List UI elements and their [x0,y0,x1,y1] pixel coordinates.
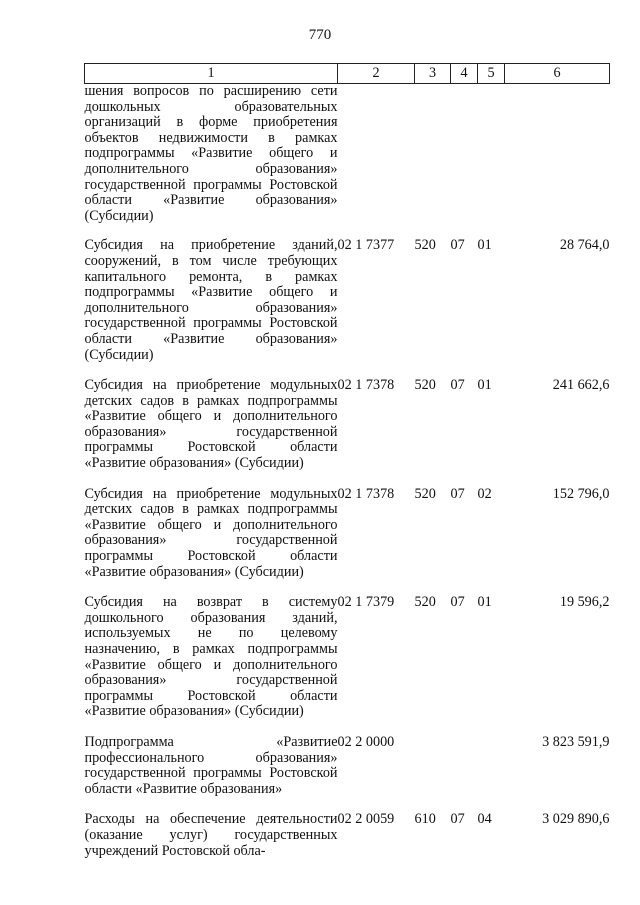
row-target-code: 02 2 0059 [337,811,395,828]
row-expense-type: 520 [414,237,436,254]
page-number: 770 [308,27,332,43]
row-target-code: 02 1 7379 [337,594,395,611]
header-col-5: 5 [478,64,505,84]
row-section [451,735,478,812]
row-subsection: 01 [477,237,492,254]
row-amount: 3 029 890,6 [542,811,610,828]
row-subsection: 02 [477,485,492,502]
row-section: 07 [450,811,465,828]
table-body [85,84,610,875]
row-expense-type: 520 [414,594,436,611]
header-col-4: 4 [451,64,478,84]
row-expense-type: 520 [414,485,436,502]
row-description: Подпрограмма «Развитие профессионального образования» государственной программы Ростовской области «Развитие образования» [84,733,338,797]
row-section: 07 [450,485,465,502]
row-description: Субсидия на возврат в систему дошкольного образования зданий, используемых не по целевому назначению, в рамках подпрограммы «Развитие общего и дополнительного образования» государственной программы Ростовской области «Развитие образования» (Субсидии) [84,594,338,720]
row-target-code [338,84,415,239]
row-subsection: 01 [477,594,492,611]
row-section: 07 [450,237,465,254]
row-amount: 19 596,2 [559,594,610,611]
budget-table [84,63,610,874]
row-description: Субсидия на приобретение модульных детских садов в рамках подпрограммы «Развитие общего и дополнительного образования» государственной программы Ростовской области «Развитие образования» (Субсидии) [84,485,338,580]
row-target-code: 02 1 7378 [337,485,395,502]
table-row [85,238,610,378]
table-row [85,595,610,735]
row-section: 07 [450,594,465,611]
row-section: 07 [450,377,465,394]
header-col-6: 6 [505,64,610,84]
row-description: шения вопросов по расширению сети дошкольных образовательных организаций в форме приобретения объектов недвижимости в рамках подпрограммы «Развитие общего и дополнительного образования» государственной программы Ростовской области «Развитие образования» (Субсидии) [84,83,338,224]
row-amount: 3 823 591,9 [542,733,610,750]
header-row [85,64,610,84]
row-expense-type [415,735,451,812]
row-expense-type: 520 [414,377,436,394]
header-col-3: 3 [415,64,451,84]
header-col-1: 1 [85,64,338,84]
row-description: Субсидия на приобретение зданий, сооружений, в том числе требующих капитального ремонта, в рамках подпрограммы «Развитие общего и дополнительного образования» государственной программы Ростовской области «Развитие образования» (Субсидии) [84,237,338,363]
row-section [451,84,478,239]
row-subsection: 04 [477,811,492,828]
row-target-code: 02 2 0000 [337,733,395,750]
row-subsection: 01 [477,377,492,394]
table-row [85,812,610,874]
row-subsection [478,84,505,239]
row-expense-type [415,84,451,239]
row-amount: 241 662,6 [552,377,610,394]
row-description: Расходы на обеспечение деятельности (оказание услуг) государственных учреждений Ростовской обла- [84,811,338,859]
table-row [85,487,610,596]
table-header [85,64,610,84]
row-amount: 152 796,0 [552,485,610,502]
row-amount [505,84,610,239]
table-row [85,735,610,812]
row-target-code: 02 1 7378 [337,377,395,394]
row-expense-type: 610 [414,811,436,828]
row-amount: 28 764,0 [559,237,610,254]
row-description: Субсидия на приобретение модульных детских садов в рамках подпрограммы «Развитие общего и дополнительного образования» государственной программы Ростовской области «Развитие образования» (Субсидии) [84,377,338,472]
row-subsection [478,735,505,812]
table-row [85,378,610,487]
row-target-code: 02 1 7377 [337,237,395,254]
table-row [85,84,610,239]
header-col-2: 2 [338,64,415,84]
